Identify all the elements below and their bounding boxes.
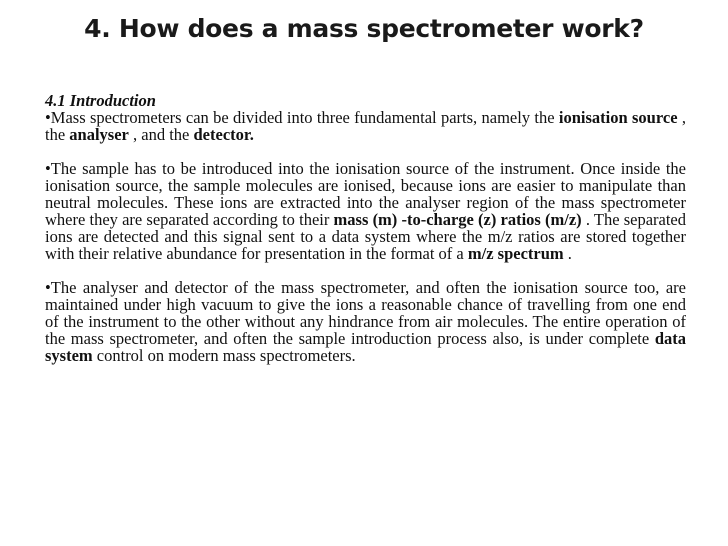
term-ionisation-source: ionisation source	[558, 108, 678, 127]
paragraph-parts	[45, 109, 686, 143]
p1-text-2: , the	[45, 108, 686, 144]
term-data-system: data system	[45, 329, 686, 365]
section-heading: 4.1 Introduction	[45, 91, 156, 110]
paragraph-sample	[45, 160, 686, 262]
p2-text-1: •The sample has to be introduced into the ionisation source of the instrument. Once inside the ionisation source, the sample molecules are ionised, because ions are easier to manipulate than neutral molecules. These ions are extracted into the analyser region of the mass spectrometer where they are separated according to their	[45, 159, 686, 229]
p1-text-3: , and the	[128, 125, 194, 144]
term-analyser: analyser	[69, 125, 129, 144]
p3-text-2: control on modern mass spectrometers.	[92, 346, 356, 365]
p2-text-3: .	[563, 244, 572, 263]
term-detector: detector.	[193, 125, 254, 144]
term-mass-to-charge: mass (m) -to-charge (z) ratios (m/z)	[333, 210, 582, 229]
term-mz-spectrum: m/z spectrum	[467, 244, 564, 263]
p1-text-1: •Mass spectrometers can be divided into three fundamental parts, namely the	[45, 108, 559, 127]
slide-body	[45, 92, 686, 364]
p3-text-1: •The analyser and detector of the mass spectrometer, and often the ionisation source too, are maintained under high vacuum to give the ions a reasonable chance of travelling from one end of the instrument to the other without any hindrance from air molecules. The entire operation of the mass spectrometer, and often the sample introduction process also, is under complete	[45, 278, 686, 348]
slide-title: 4. How does a mass spectrometer work?	[84, 14, 644, 43]
paragraph-vacuum	[45, 279, 686, 364]
p2-text-2: . The separated ions are detected and this signal sent to a data system where the m/z ratios are stored together with their relative abundance for presentation in the format of a	[45, 210, 687, 263]
